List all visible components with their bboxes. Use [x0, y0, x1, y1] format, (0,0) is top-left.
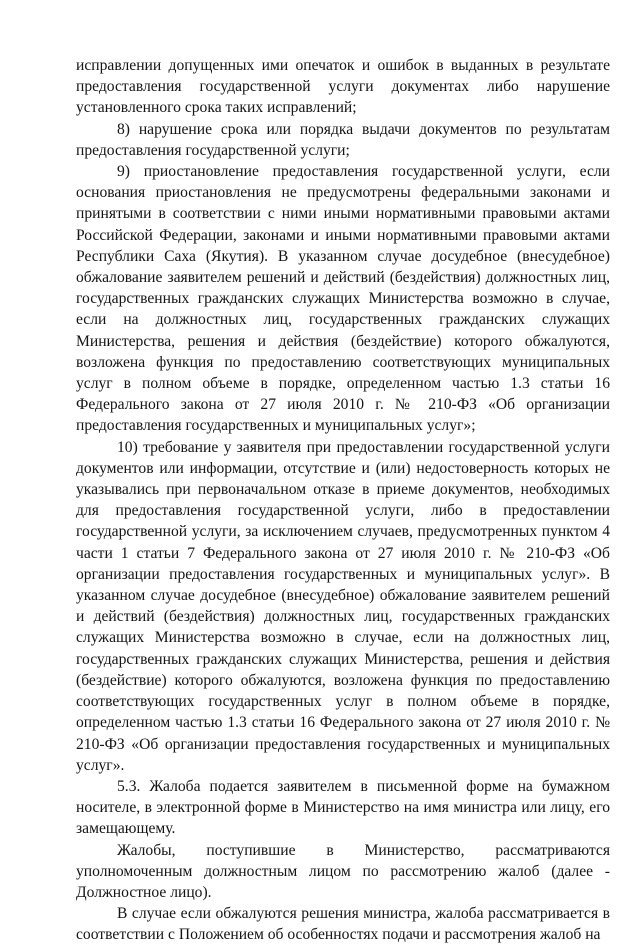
paragraph-continuation: исправлении допущенных ими опечаток и ошибок в выданных в результате предоставления государственной услуги документах либо нарушение установленного срока таких исправлений; [76, 57, 610, 117]
paragraph-minister-decisions: В случае если обжалуются решения министра, жалоба рассматривается в соответствии с Положением об особенностях подачи и рассмотрения жалоб на [76, 905, 610, 944]
document-body [76, 55, 610, 946]
paragraph-item-10: 10) требование у заявителя при предоставлении государственной услуги документов или информации, отсутствие и (или) недостоверность которых не указывались при первоначальном отказе в приеме документов, необходимых для предоставления государственной услуги, либо в предоставлении государственной услуги, за исключением случаев, предусмотренных пунктом 4 части 1 статьи 7 Федерального закона от 27 июля 2010 г. № 210-ФЗ «Об организации предоставления государственных и муниципальных услуг». В указанном случае досудебное (внесудебное) обжалование заявителем решений и действий (бездействия) должностных лиц, государственных гражданских служащих Министерства возможно в случае, если на должностных лиц, государственных гражданских служащих Министерства, решения и действия (бездействие) которого обжалуются, возложена функция по предоставлению соответствующих государственных услуг в полном объеме в порядке, определенном частью 1.3 статьи 16 Федерального закона от 27 июля 2010 г. № 210-ФЗ «Об организации предоставления государственных и муниципальных услуг». [76, 438, 610, 774]
paragraph-section-5-3: 5.3. Жалоба подается заявителем в письменной форме на бумажном носителе, в электронной форме в Министерство на имя министра или лицу, его замещающему. [76, 777, 610, 838]
paragraph-complaints-review: Жалобы, поступившие в Министерство, рассматриваются уполномоченным должностным лицом по рассмотрению жалоб (далее - Должностное лицо). [76, 841, 610, 901]
paragraph-item-9: 9) приостановление предоставления государственной услуги, если основания приостановления не предусмотрены федеральными законами и принятыми в соответствии с ними иными нормативными правовыми актами Российской Федерации, законами и иными нормативными правовыми актами Республики Саха (Якутия). В указанном случае досудебное (внесудебное) обжалование заявителем решений и действий (бездействия) должностных лиц, государственных гражданских служащих Министерства возможно в случае, если на должностных лиц, государственных гражданских служащих Министерства, решения и действия (бездействие) которого обжалуются, возложена функция по предоставлению соответствующих муниципальных услуг в полном объеме в порядке, определенном частью 1.3 статьи 16 Федерального закона от 27 июля 2010 г. № 210-ФЗ «Об организации предоставления государственных и муниципальных услуг»; [76, 163, 610, 435]
paragraph-item-8: 8) нарушение срока или порядка выдачи документов по результатам предоставления государственной услуги; [76, 120, 610, 159]
